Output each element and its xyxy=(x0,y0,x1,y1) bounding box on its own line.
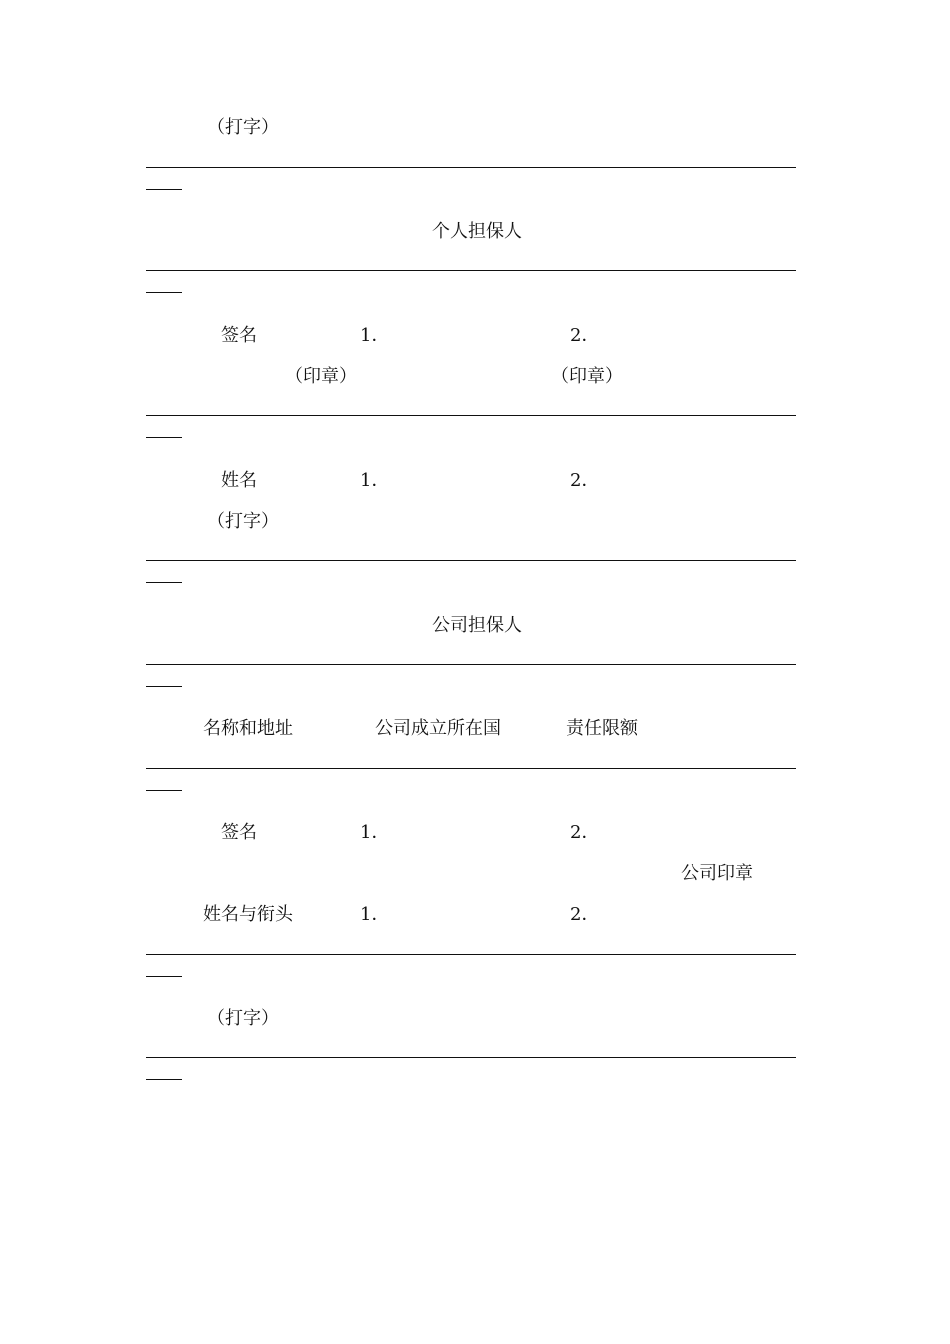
company-name-num-1: 1． xyxy=(360,904,390,925)
typed-note-top: （打字） xyxy=(207,117,279,138)
fill-line-tail xyxy=(146,976,182,977)
individual-guarantor-title: 个人担保人 xyxy=(432,221,522,242)
fill-line-tail xyxy=(146,292,182,293)
fill-line xyxy=(146,1057,796,1058)
company-country-label: 公司成立所在国 xyxy=(375,718,501,739)
company-name-title-label: 姓名与衔头 xyxy=(203,904,293,925)
fill-line xyxy=(146,415,796,416)
fill-line-tail xyxy=(146,686,182,687)
company-signature-label: 签名 xyxy=(221,822,257,843)
fill-line-tail xyxy=(146,437,182,438)
company-name-address-label: 名称和地址 xyxy=(203,718,293,739)
fill-line-tail xyxy=(146,189,182,190)
company-liability-label: 责任限额 xyxy=(566,718,638,739)
individual-name-num-2: 2． xyxy=(570,470,600,491)
fill-line xyxy=(146,954,796,955)
individual-signature-num-1: 1． xyxy=(360,325,390,346)
typed-note-company: （打字） xyxy=(207,1008,279,1029)
individual-name-label: 姓名 xyxy=(221,470,257,491)
company-name-num-2: 2． xyxy=(570,904,600,925)
fill-line-tail xyxy=(146,582,182,583)
company-signature-num-1: 1． xyxy=(360,822,390,843)
fill-line xyxy=(146,270,796,271)
seal-note-2: （印章） xyxy=(551,366,623,387)
seal-note-1: （印章） xyxy=(285,366,357,387)
typed-note-individual: （打字） xyxy=(207,511,279,532)
company-seal-label: 公司印章 xyxy=(681,863,753,884)
fill-line xyxy=(146,560,796,561)
fill-line-tail xyxy=(146,1079,182,1080)
fill-line xyxy=(146,768,796,769)
fill-line xyxy=(146,664,796,665)
individual-name-num-1: 1． xyxy=(360,470,390,491)
fill-line-tail xyxy=(146,790,182,791)
individual-signature-num-2: 2． xyxy=(570,325,600,346)
company-guarantor-title: 公司担保人 xyxy=(432,615,522,636)
individual-signature-label: 签名 xyxy=(221,325,257,346)
company-signature-num-2: 2． xyxy=(570,822,600,843)
fill-line xyxy=(146,167,796,168)
